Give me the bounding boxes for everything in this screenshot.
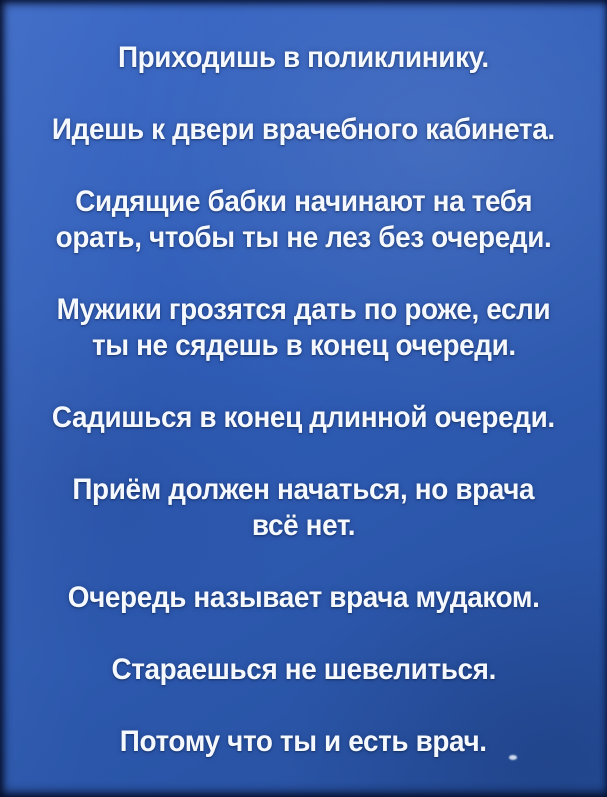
meme-paragraph xyxy=(8,184,599,256)
meme-line: Стараешься не шевелиться. xyxy=(111,653,496,686)
meme-line: Потому что ты и есть врач. xyxy=(120,725,487,758)
meme-line: ты не сядешь в конец очереди. xyxy=(91,329,516,362)
meme-paragraph xyxy=(8,40,599,76)
meme-paragraph xyxy=(8,724,599,760)
meme-line: Сидящие бабки начинают на тебя xyxy=(75,185,532,218)
meme-paragraph xyxy=(8,652,599,688)
meme-line: Очередь называет врача мудаком. xyxy=(67,581,540,614)
meme-paragraph xyxy=(8,580,599,616)
meme-line: Приём должен начаться, но врача xyxy=(72,473,535,506)
meme-line: орать, чтобы ты не лез без очереди. xyxy=(55,221,552,254)
meme-paragraph xyxy=(8,472,599,544)
meme-paragraph xyxy=(8,292,599,364)
meme-line: Садишься в конец длинной очереди. xyxy=(52,401,555,434)
meme-paragraph xyxy=(8,112,599,148)
meme-line: всё нет. xyxy=(251,509,356,542)
meme-line: Приходишь в поликлинику. xyxy=(118,41,489,74)
meme-paragraph xyxy=(8,400,599,436)
meme-line: Мужики грозятся дать по роже, если xyxy=(56,293,551,326)
meme-line: Идешь к двери врачебного кабинета. xyxy=(52,113,555,146)
